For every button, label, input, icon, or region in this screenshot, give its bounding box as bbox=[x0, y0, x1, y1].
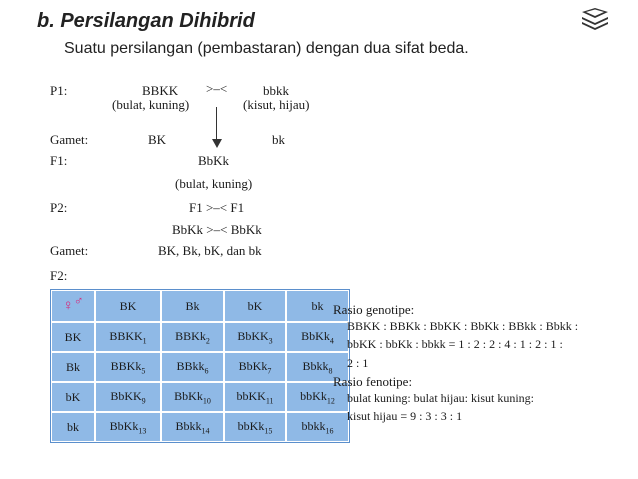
punnett-cell: BBKk$_5$ bbox=[95, 352, 161, 382]
punnett-col-header: BK bbox=[95, 290, 161, 322]
phenotype-ratio-line: bulat kuning: bulat hijau: kisut kuning: bbox=[347, 391, 534, 405]
punnett-cell: BbKK$_9$ bbox=[95, 382, 161, 412]
p1-right-genotype: bbkk bbox=[263, 83, 289, 98]
genotype-ratio-label: Rasio genotipe: bbox=[333, 302, 415, 317]
punnett-row-header: bK bbox=[51, 382, 95, 412]
punnett-cell: BBkk$_6$ bbox=[161, 352, 224, 382]
phenotype-ratio-line: kisut hijau = 9 : 3 : 3 : 1 bbox=[347, 409, 463, 423]
gamet2-value: BK, Bk, bK, dan bk bbox=[158, 243, 262, 258]
p1-left-phenotype: (bulat, kuning) bbox=[112, 97, 190, 112]
punnett-col-header: bk bbox=[286, 290, 349, 322]
punnett-row bbox=[51, 382, 349, 412]
arrow-down-icon bbox=[216, 107, 217, 141]
cross-symbol: >–< bbox=[206, 81, 228, 96]
p2-cross-line2: BbKk >–< BbKk bbox=[172, 222, 262, 237]
p1-right-phenotype: (kisut, hijau) bbox=[243, 97, 310, 112]
p1-label: P1: bbox=[50, 83, 68, 98]
gamet1-label: Gamet: bbox=[50, 132, 89, 147]
punnett-cell: bbkk$_{16}$ bbox=[286, 412, 349, 442]
p1-left-genotype: BBKK bbox=[142, 83, 179, 98]
punnett-row bbox=[51, 352, 349, 382]
gamet2-label: Gamet: bbox=[50, 243, 89, 258]
punnett-cell: BBKk$_2$ bbox=[161, 322, 224, 352]
punnett-col-header: Bk bbox=[161, 290, 224, 322]
f2-label: F2: bbox=[50, 268, 68, 283]
f1-genotype: BbKk bbox=[198, 153, 230, 168]
punnett-cell: BbKk$_4$ bbox=[286, 322, 349, 352]
punnett-cell: BbKk$_7$ bbox=[224, 352, 286, 382]
punnett-col-header: bK bbox=[224, 290, 286, 322]
f1-phenotype: (bulat, kuning) bbox=[175, 176, 253, 191]
punnett-row bbox=[51, 412, 349, 442]
punnett-row-header: bk bbox=[51, 412, 95, 442]
punnett-cell: BbKk$_{10}$ bbox=[161, 382, 224, 412]
punnett-cell: bbKK$_{11}$ bbox=[224, 382, 286, 412]
punnett-square bbox=[50, 289, 350, 443]
p2-cross-line1: F1 >–< F1 bbox=[189, 200, 245, 215]
punnett-cell: $BBKK_1$ bbox=[95, 322, 161, 352]
punnett-corner bbox=[51, 290, 95, 322]
phenotype-ratio-label: Rasio fenotipe: bbox=[333, 374, 413, 389]
gamet1-left: BK bbox=[148, 132, 167, 147]
punnett-cell: BbKK$_3$ bbox=[224, 322, 286, 352]
punnett-row-header: Bk bbox=[51, 352, 95, 382]
slide-subtitle: Suatu persilangan (pembastaran) dengan dua sifat beda. bbox=[64, 40, 469, 57]
gamet1-right: bk bbox=[272, 132, 285, 147]
punnett-cell: Bbkk$_{14}$ bbox=[161, 412, 224, 442]
p2-label: P2: bbox=[50, 200, 68, 215]
male-icon: ♂ bbox=[73, 292, 84, 308]
arrow-head-icon bbox=[212, 139, 222, 148]
slide-stack-logo-icon bbox=[580, 8, 610, 32]
punnett-cell: bbKk$_{15}$ bbox=[224, 412, 286, 442]
genotype-ratio-line: BBKK : BBKk : BbKK : BbKk : BBkk : Bbkk : bbox=[347, 319, 579, 333]
punnett-row bbox=[51, 322, 349, 352]
punnett-cell: bbKk$_{12}$ bbox=[286, 382, 349, 412]
punnett-cell: Bbkk$_8$ bbox=[286, 352, 349, 382]
genotype-ratio-line: bbKK : bbKk : bbkk = 1 : 2 : 2 : 4 : 1 : 2 : 1 : bbox=[347, 337, 563, 351]
punnett-row-header: BK bbox=[51, 322, 95, 352]
f1-label: F1: bbox=[50, 153, 68, 168]
genotype-ratio-line: 2 : 1 bbox=[347, 356, 369, 370]
slide-title: b. Persilangan Dihibrid bbox=[37, 10, 255, 32]
female-icon: ♀ bbox=[62, 297, 74, 314]
punnett-cell: BbKk$_{13}$ bbox=[95, 412, 161, 442]
punnett-header-row bbox=[51, 290, 349, 322]
